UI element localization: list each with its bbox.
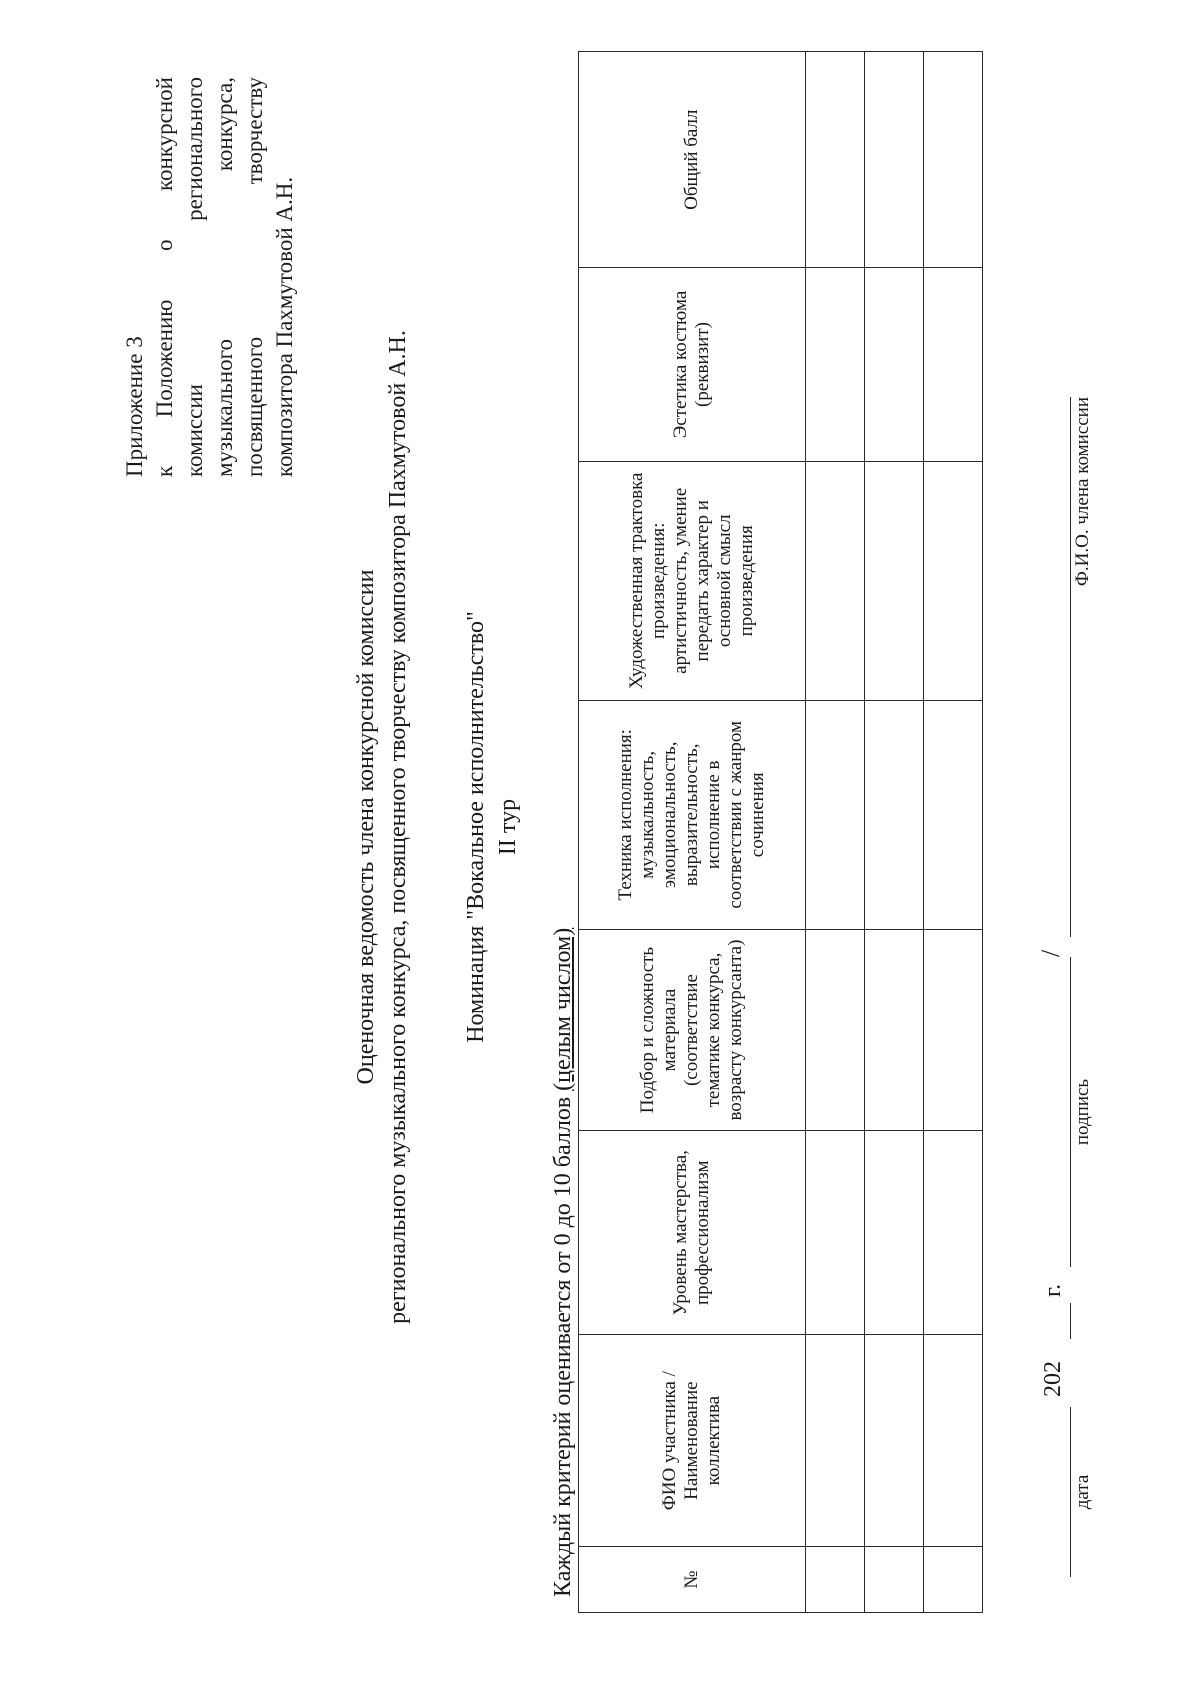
cell-participant[interactable] bbox=[806, 1335, 865, 1547]
cell-participant[interactable] bbox=[865, 1335, 924, 1547]
header-technique: Техника исполнения: музыкальность, эмоциональность, выразительность, исполнение в соответствии с жанром сочинения bbox=[579, 700, 806, 929]
appendix-line: к Положению о конкурсной bbox=[152, 77, 177, 477]
appendix-line: посвященного творчеству bbox=[242, 77, 267, 477]
cell-number[interactable] bbox=[865, 1547, 924, 1613]
header-total: Общий балл bbox=[579, 52, 806, 268]
cell-total[interactable] bbox=[865, 52, 924, 268]
header-costume: Эстетика костюма (реквизит) bbox=[579, 268, 806, 461]
cell-technique[interactable] bbox=[865, 700, 924, 929]
cell-participant[interactable] bbox=[924, 1335, 983, 1547]
appendix-line: Приложение 3 bbox=[122, 336, 147, 477]
cell-number[interactable] bbox=[806, 1547, 865, 1613]
header-participant: ФИО участника / Наименование коллектива bbox=[579, 1335, 806, 1547]
header-interpretation: Художественная трактовка произведения: артистичность, умение передать характер и основной смысл произведения bbox=[579, 461, 806, 700]
cell-material[interactable] bbox=[806, 929, 865, 1131]
evaluation-table bbox=[578, 51, 983, 1613]
cell-interpretation[interactable] bbox=[924, 461, 983, 700]
cell-skill-level[interactable] bbox=[806, 1131, 865, 1335]
appendix-block bbox=[120, 77, 300, 477]
criteria-note-underlined: (целым числом) bbox=[550, 927, 576, 1091]
table-row bbox=[865, 52, 924, 1613]
date-blank[interactable] bbox=[1040, 1407, 1071, 1577]
round-label: II тур bbox=[495, 798, 521, 856]
cell-costume[interactable] bbox=[865, 268, 924, 461]
cell-material[interactable] bbox=[865, 929, 924, 1131]
title-line-1: Оценочная ведомость члена конкурсной комиссии bbox=[353, 569, 379, 1085]
slash-separator: / bbox=[1036, 949, 1065, 957]
title-line-2: регионального музыкального конкурса, посвященного творчеству композитора Пахмутовой А.Н. bbox=[385, 330, 411, 1324]
header-skill-level: Уровень мастерства, профессионализм bbox=[579, 1131, 806, 1335]
table-row bbox=[806, 52, 865, 1613]
cell-technique[interactable] bbox=[806, 700, 865, 929]
year-prefix: 202 bbox=[1040, 1361, 1066, 1397]
document-title bbox=[350, 157, 414, 1497]
fio-blank[interactable] bbox=[1040, 397, 1071, 937]
cell-technique[interactable] bbox=[924, 700, 983, 929]
signature-label: подпись bbox=[1072, 1078, 1093, 1146]
cell-skill-level[interactable] bbox=[924, 1131, 983, 1335]
signature-blank[interactable] bbox=[1040, 957, 1071, 1267]
year-blank[interactable] bbox=[1040, 1303, 1071, 1339]
header-number: № bbox=[579, 1547, 806, 1613]
nomination-label: Номинация "Вокальное исполнительство" bbox=[463, 611, 489, 1043]
cell-total[interactable] bbox=[806, 52, 865, 268]
fio-label: Ф.И.О. члена комиссии bbox=[1072, 397, 1093, 587]
criteria-note bbox=[548, 928, 578, 1597]
table-row bbox=[924, 52, 983, 1613]
appendix-line: комиссии регионального bbox=[182, 77, 207, 477]
cell-material[interactable] bbox=[924, 929, 983, 1131]
header-material: Подбор и сложность материала (соответствие тематике конкурса, возрасту конкурсанта) bbox=[579, 929, 806, 1131]
cell-interpretation[interactable] bbox=[865, 461, 924, 700]
cell-total[interactable] bbox=[924, 52, 983, 268]
nomination-block bbox=[460, 157, 524, 1497]
table-header-row bbox=[579, 52, 806, 1613]
cell-costume[interactable] bbox=[806, 268, 865, 461]
criteria-note-text: Каждый критерий оценивается от 0 до 10 баллов bbox=[550, 1090, 576, 1597]
date-label: дата bbox=[1072, 1474, 1093, 1510]
cell-number[interactable] bbox=[924, 1547, 983, 1613]
cell-costume[interactable] bbox=[924, 268, 983, 461]
year-suffix: г. bbox=[1040, 1283, 1066, 1297]
appendix-line: музыкального конкурса, bbox=[212, 77, 237, 477]
cell-interpretation[interactable] bbox=[806, 461, 865, 700]
cell-skill-level[interactable] bbox=[865, 1131, 924, 1335]
appendix-line: композитора Пахмутовой А.Н. bbox=[272, 176, 297, 477]
